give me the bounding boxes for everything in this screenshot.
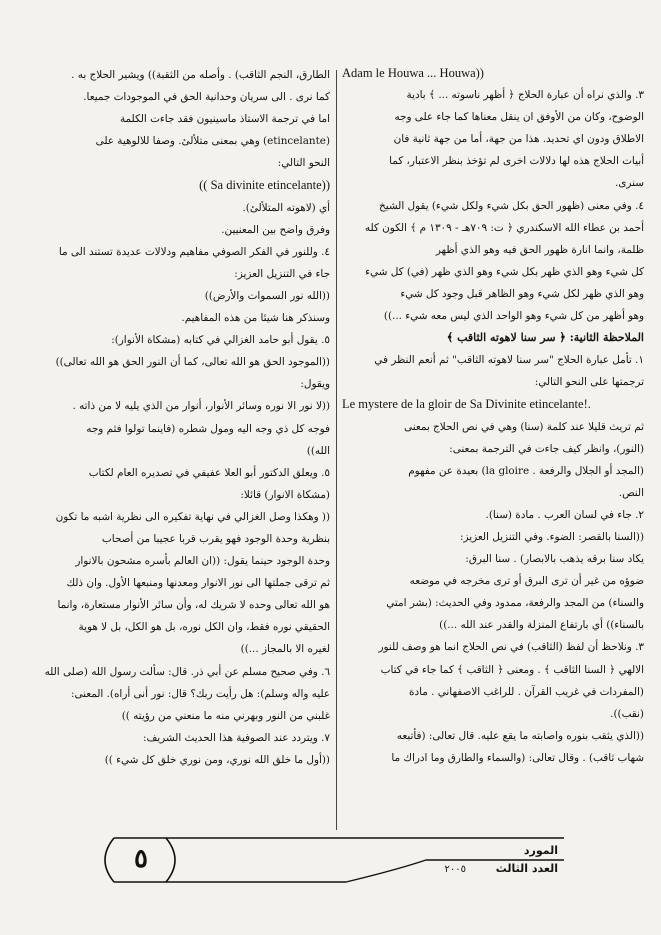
text-line: لغيره الا بالمجاز ...)): [240, 643, 330, 656]
text-line: الطارق، النجم الثاقب) . وأصله من الثقبة)) ويشير الحلاج به .: [71, 69, 330, 81]
text-line: جاء في التنزيل العزيز:: [234, 267, 330, 280]
text-line: ثم تريث قليلا عند كلمة (سنا) وهي في نص الحلاج بمعنى: [404, 420, 644, 433]
text-line: وهو الذي ظهر لكل شيء وهو الظاهر قبل وجود كل شيء: [400, 287, 644, 300]
text-line: (المفردات في غريب القرآن . للراغب الاصفهاني . مادة: [409, 685, 644, 698]
text-line: ((السنا بالقصر: الضوء. وفي التنزيل العزيز:: [460, 530, 644, 543]
french-quote-line: (( Sa divinite etincelante)): [199, 178, 330, 193]
text-line: النحو التالي:: [277, 157, 330, 170]
text-line: الالهي ﴿ السنا الثاقب ﴾ . ومعنى ﴿ الثاقب ﴾ كما جاء في كتاب: [380, 663, 644, 676]
text-line: (المجد أو الجلال والرفعة . la gloire) بعيدة عن مفهوم: [408, 464, 644, 477]
text-line: اما في ترجمة الاستاذ ماسينيون فقد جاءت الكلمة: [119, 113, 330, 126]
text-line: بنظرية وحدة الوجود فهو يقرب قربا عجيبا من أصحاب: [101, 532, 330, 545]
text-line: ثم ترقى جملتها الى نور الانوار ومعدنها ومنبعها الأول. وان ذلك: [66, 577, 330, 590]
text-line: ٢. جاء في لسان العرب . مادة (سنا).: [485, 508, 644, 521]
text-line: وحدة الوجود حينما يقول: ((ان العالم بأسره مشحون بالانوار: [75, 555, 330, 568]
text-line: بالسناء)) أي بارتفاع المنزلة والقدر عند الله ...)): [439, 619, 644, 632]
text-line: فوجه كل ذي وجه اليه ومول شطره (فاينما تولوا فثم وجه: [86, 422, 330, 435]
magazine-issue: العدد الثالث: [495, 862, 558, 875]
section-heading: الملاحظة الثانية: ﴿ سر سنا لاهوته الثاقب ﴾: [446, 331, 644, 345]
page-footer: [96, 830, 566, 890]
text-line: أحمد بن عطاء الله الاسكندري ﴿ ت: ٧٠٩هـ - ١٣٠٩ م ﴾ الكون كله: [364, 221, 644, 234]
french-quote-line: Le mystere de la gloir de Sa Divinite etincelante!.: [342, 397, 591, 412]
text-line: ((الموجود الحق هو الله تعالى، كما أن النور الحق هو الله تعالى)): [55, 356, 330, 369]
text-line: سنرى.: [614, 177, 644, 190]
text-line: وفرق واضح بين المعنيين.: [221, 223, 330, 236]
text-line: ٦. وفي صحيح مسلم عن أبي ذر. قال: سألت رسول الله (صلى الله: [44, 665, 330, 678]
text-line: ٤. وللنور في الفكر الصوفي مفاهيم ودلالات عديدة تستند الى ما: [58, 245, 330, 258]
text-line: ضوؤه من غير أن ترى البرق أو ترى مخرجه في موضعه: [409, 575, 644, 588]
left-text-column: [44, 62, 330, 771]
text-line: أبيات الحلاج هذه لها دلالات اخرى لم تؤخذ بنظر الاعتبار، كما: [389, 155, 644, 168]
text-line: ٣. والذي نراه أن عبارة الحلاج ﴿ أظهر ناسوته ... ﴾ بادية: [406, 89, 644, 102]
page-number: ٥: [134, 844, 148, 874]
text-line: (النور)، وانظر كيف جاءت في الترجمة بمعنى:: [449, 442, 644, 455]
text-line: ظلمة، وانما انارة ظهور الحق فيه وهو الذي أظهر: [435, 243, 644, 256]
text-line: شهاب ثاقب) . وقال تعالى: (والسماء والطارق وما ادراك ما: [391, 751, 644, 764]
text-line: وسنذكر هنا شيئا من هذه المفاهيم.: [181, 312, 330, 325]
text-line: ويقول:: [300, 378, 330, 391]
column-divider: [336, 70, 337, 830]
text-line: ٣. ونلاحظ أن لفظ (الثاقب) في نص الحلاج انما هو وصف للنور: [378, 641, 644, 654]
text-line: ((الذي يثقب بنوره واصابته ما يقع عليه. قال تعالى: (فأتبعه: [396, 729, 644, 742]
text-line: هو الله تعالى وحده لا شريك له، وأن سائر الأنوار مستعارة، وانما: [57, 599, 330, 612]
text-line: كما نرى . الى سريان وحدانية الحق في الموجودات جميعا.: [83, 91, 330, 104]
text-line: النص.: [618, 486, 644, 499]
publication-year: ٢٠٠٥: [444, 864, 466, 875]
text-line: وهو أظهر من كل شيء وهو الواحد الذي ليس معه شيء ...)): [383, 310, 644, 323]
text-line: ترجمتها على النحو التالي:: [534, 376, 644, 389]
text-line: أي (لاهوته المتلألئ).: [242, 201, 330, 214]
text-line: ٥. ويعلق الدكتور أبو العلا عفيفي في تصديره العام لكتاب: [88, 466, 330, 479]
text-line: ((لا نور الا نوره وسائر الأنوار، أنوار من الذي يليه لا من ذاته .: [72, 400, 330, 413]
text-line: ٤. وفي معنى (ظهور الحق بكل شيء ولكل شيء) يقول الشيخ: [379, 199, 644, 212]
text-line: غلبني من النور وبهرني منه ما منعني من رؤيته )): [121, 709, 330, 722]
text-line: والسناء) من المجد والرفعة، ممدود وفي الحديث: (بشر امتي: [386, 597, 644, 610]
text-line: (نقب)).: [610, 707, 644, 720]
text-line: يكاد سنا برقه يذهب بالابصار) . سنا البرق:: [465, 553, 644, 566]
text-line: الله)): [306, 444, 330, 457]
text-line: (etincelante) وهي بمعنى متلألئ. وصفا للالوهية على: [95, 135, 330, 148]
magazine-name: المورد: [523, 844, 558, 857]
text-line: عليه واله وسلم): هل رأيت ربك؟ قال: نور أنى أراه). المعنى:: [70, 687, 330, 700]
text-line: ١. تأمل عبارة الحلاج "سر سنا لاهوته الثاقب" ثم أنعم النظر في: [374, 354, 644, 367]
right-text-column: [342, 62, 644, 769]
text-line: ٧. ويتردد عند الصوفية هذا الحديث الشريف:: [143, 731, 330, 744]
footer-rule-graphic: [96, 830, 566, 890]
text-line: كل شيء وهو الذي ظهر بكل شيء وهو الذي ظهر (في) كل شيء: [365, 265, 644, 278]
text-line: ٥. يقول أبو حامد الغزالي في كتابه (مشكاة الأنوار):: [111, 334, 330, 347]
text-line: ((الله نور السموات والأرض)): [204, 289, 330, 302]
text-line: (مشكاة الانوار) قائلا:: [240, 488, 330, 501]
text-line: ((أول ما خلق الله نوري، ومن نوري خلق كل شيء )): [104, 753, 330, 766]
text-line: الوضوح، وكان من الأوفق ان ينقل معناها كما جاء على وجه: [394, 111, 644, 124]
french-quote-line: Adam le Houwa ... Houwa)): [342, 66, 484, 80]
text-line: الحقيقي نوره فقط، وان الكل نوره، بل هو الكل، بل لا هوية: [78, 621, 330, 634]
text-line: الاطلاق ودون اي تحديد. هذا من جهة، أما من جهة ثانية فان: [393, 133, 644, 146]
text-line: (( وهكذا وصل الغزالي في نهاية تفكيره الى نظرية اشبه ما تكون: [55, 510, 330, 523]
